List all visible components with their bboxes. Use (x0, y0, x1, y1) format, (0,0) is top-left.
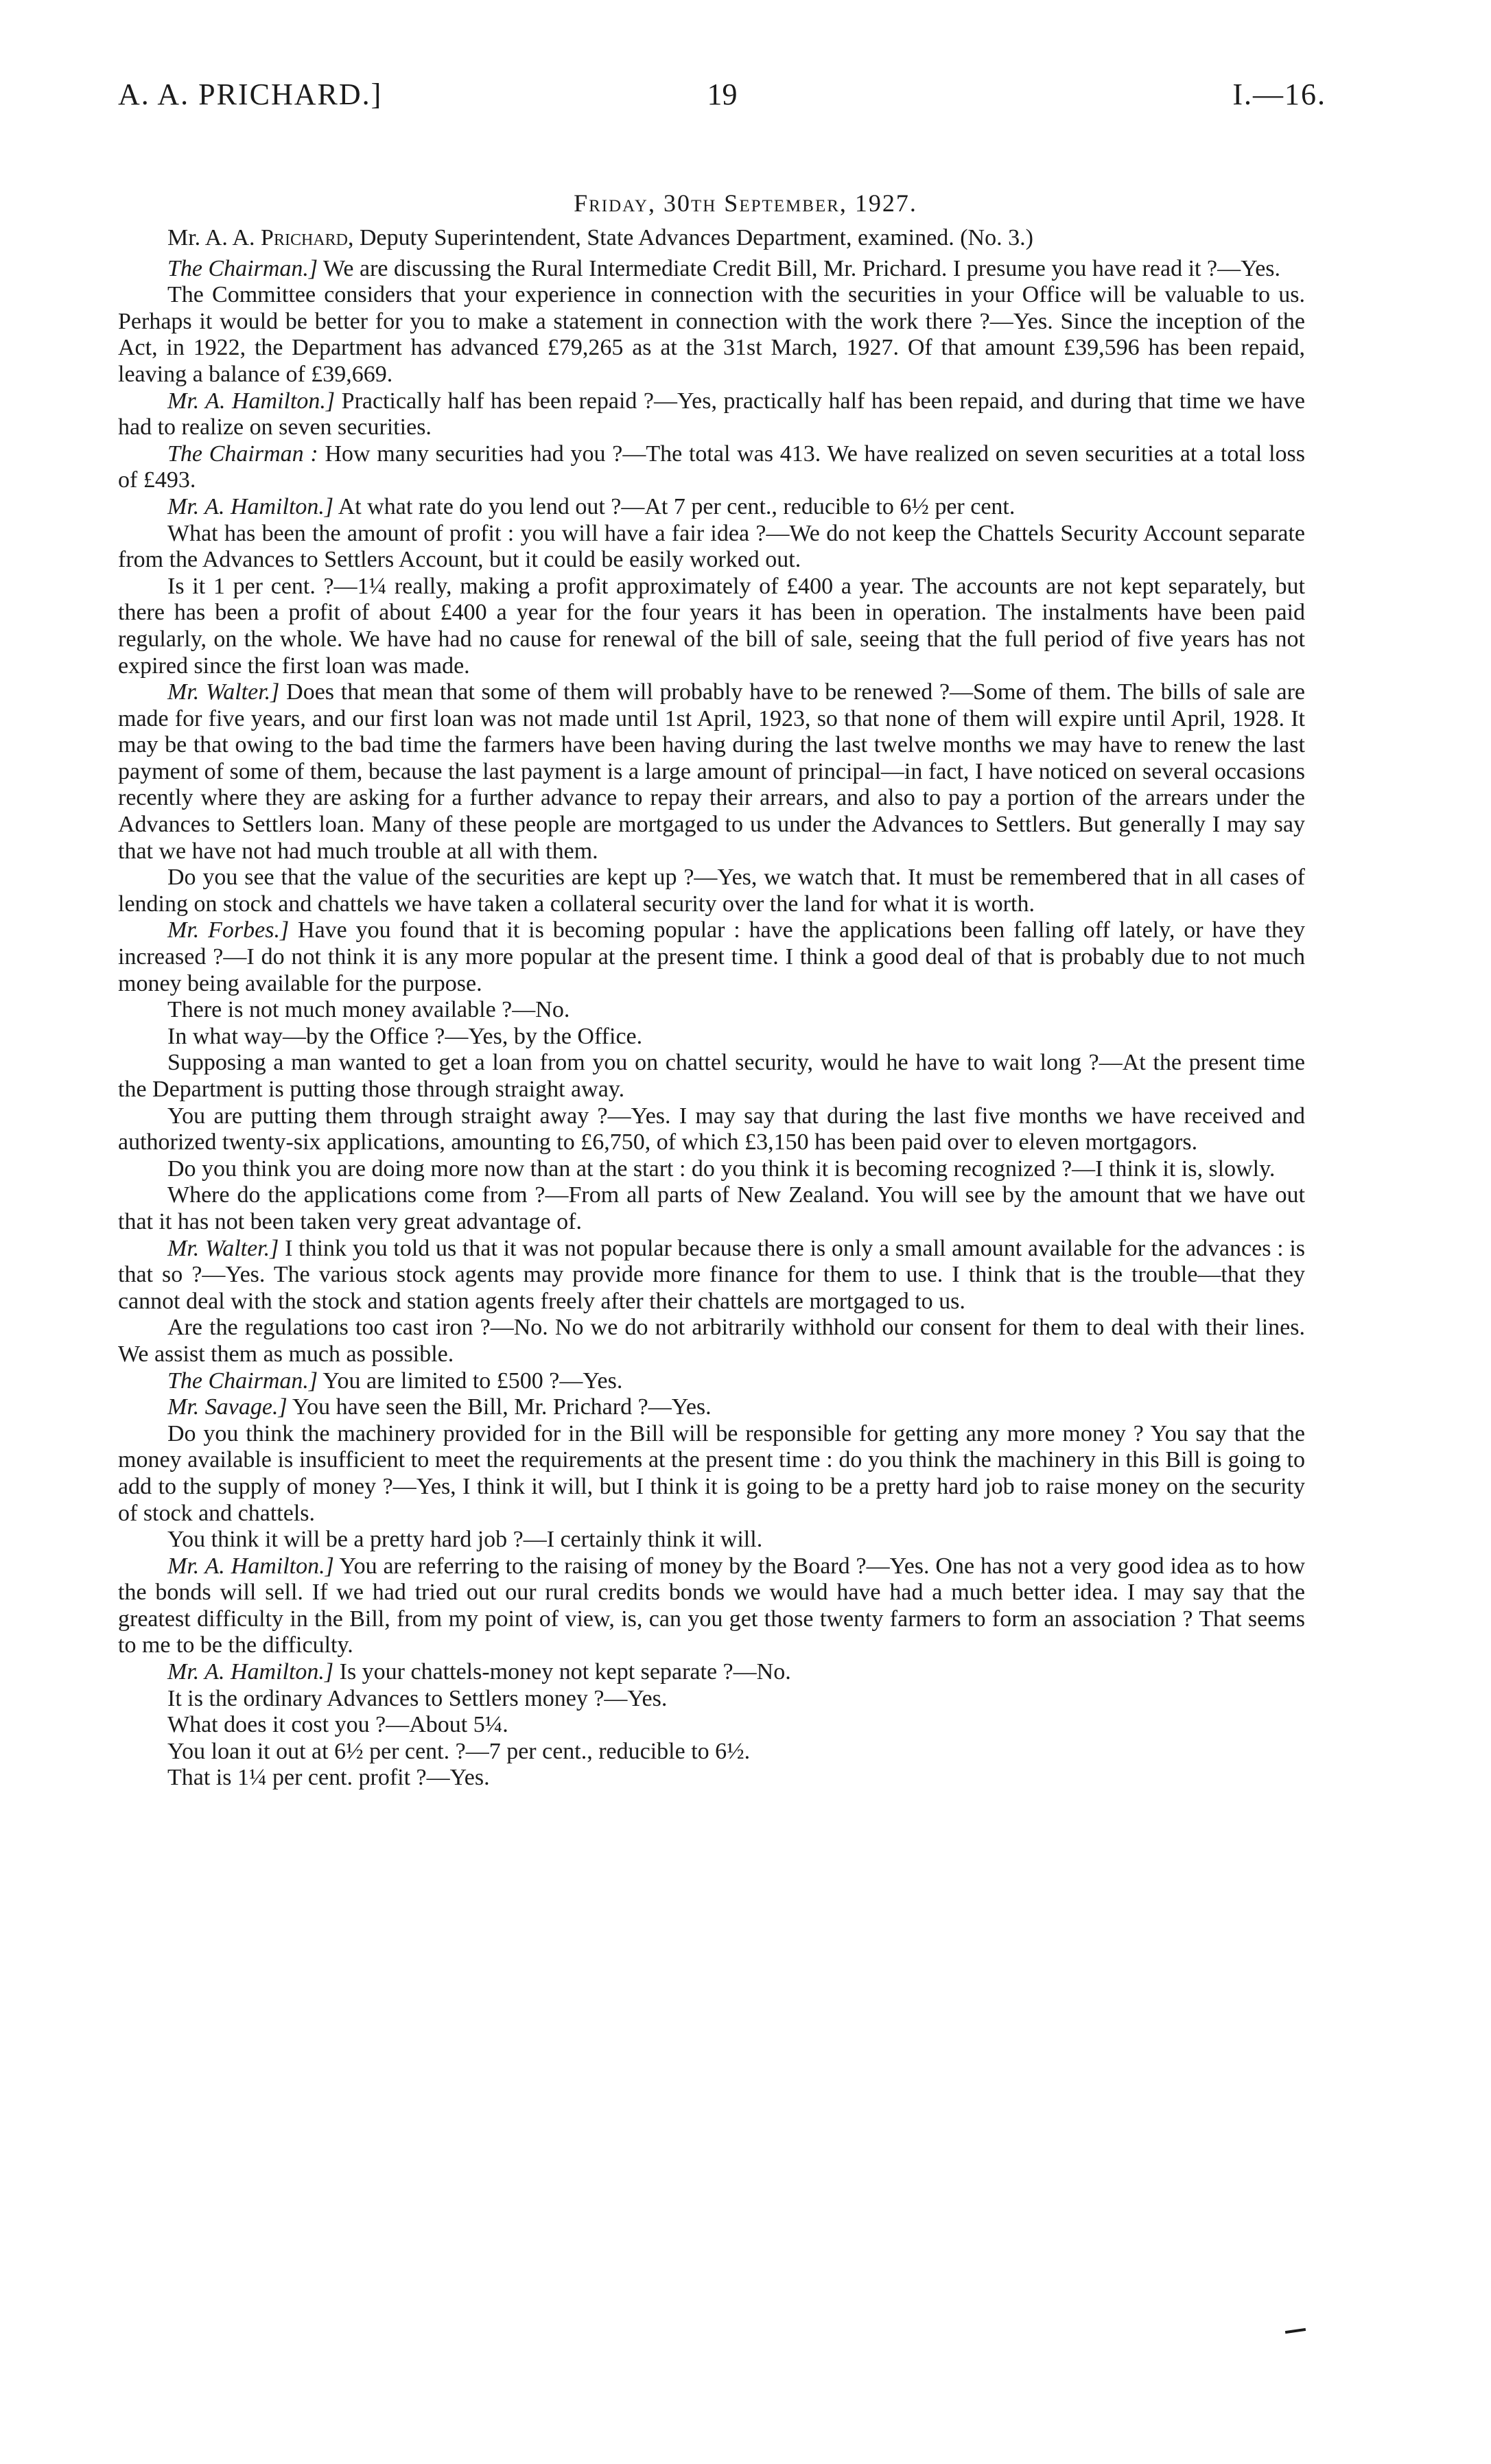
transcript-paragraph (118, 1103, 1305, 1156)
paragraph-text: I think you told us that it was not popular because there is only a small amount available for the advances : is that so ?—Yes. The various stock agents may provide more finance for them to use. I think that is the trouble—that they cannot deal with the stock and station agents freely after their chattels are mortgaged to us. (118, 1235, 1305, 1314)
paragraph-text: The Committee considers that your experience in connection with the securities in your Office will be valuable to us. Perhaps it would be better for you to make a statement in connection with the work there ?—Yes. Since the inception of the Act, in 1922, the Department has advanced £79,265 as at the 31st March, 1927. Of that amount £39,596 has been repaid, leaving a balance of £39,669. (118, 282, 1305, 387)
transcript-paragraph (118, 1712, 1305, 1739)
transcript-paragraph (118, 1182, 1305, 1235)
transcript-paragraph (118, 388, 1305, 441)
paragraph-text: It is the ordinary Advances to Settlers money ?—Yes. (167, 1685, 668, 1711)
paragraph-text: You are limited to £500 ?—Yes. (318, 1368, 623, 1394)
speaker-label: The Chairman.] (167, 255, 318, 281)
transcript-paragraph (118, 1236, 1305, 1315)
witness-description: , Deputy Superintendent, State Advances Department, examined. (No. 3.) (347, 225, 1033, 250)
transcript-paragraph (118, 1024, 1305, 1051)
paragraph-text: Do you think you are doing more now than at the start : do you think it is becoming recognized ?—I think it is, slowly. (167, 1155, 1276, 1182)
paragraph-text: Where do the applications come from ?—From all parts of New Zealand. You will see by the amount that we have out that it has not been taken very great advantage of. (118, 1182, 1305, 1234)
transcript-paragraph (118, 1394, 1305, 1421)
witness-prefix: Mr. A. A. (167, 225, 261, 250)
speaker-label: The Chairman : (167, 441, 318, 467)
speaker-label: Mr. A. Hamilton.] (167, 493, 334, 519)
speaker-label: Mr. A. Hamilton.] (167, 388, 336, 414)
paragraph-text: Are the regulations too cast iron ?—No. No we do not arbitrarily withhold our consent for them to deal with their lines. We assist them as much as possible. (118, 1315, 1305, 1367)
end-mark (1285, 2328, 1306, 2334)
paragraph-text: What has been the amount of profit : you will have a fair idea ?—We do not keep the Chattels Security Account separate from the Advances to Settlers Account, but it could be easily worked out. (118, 520, 1305, 573)
transcript-paragraph (118, 256, 1305, 283)
transcript-paragraph (118, 1686, 1305, 1713)
paragraph-text: What does it cost you ?—About 5¼. (167, 1712, 508, 1738)
transcript-paragraph (118, 282, 1305, 388)
witness-name: Prichard (261, 225, 348, 250)
paragraph-text: You are putting them through straight away ?—Yes. I may say that during the last five months we have received and authorized twenty-six applications, amounting to £6,750, of which £3,150 has been paid over to eleven mortgagors. (118, 1103, 1305, 1155)
paragraph-text: Do you see that the value of the securities are kept up ?—Yes, we watch that. It must be remembered that in all cases of lending on stock and chattels we have taken a collateral security over the land for what it is worth. (118, 865, 1305, 917)
page-number: 19 (707, 78, 738, 111)
paragraph-text: Do you think the machinery provided for in the Bill will be responsible for getting any more money ? You say that the money available is insufficient to meet the requirements at the present time : do you think the machinery in this Bill is going to add to the supply of money ?—Yes, I think it will, but I think it is going to be a pretty hard job to raise money on the security of stock and chattels. (118, 1420, 1305, 1526)
paragraph-text: There is not much money available ?—No. (167, 997, 570, 1023)
transcript-paragraph (118, 521, 1305, 574)
witness-line (118, 225, 1305, 252)
paragraph-text: You are referring to the raising of money by the Board ?—Yes. One has not a very good idea as to how the bonds will sell. If we had tried out our rural credits bonds we would have had a much better idea. I may say that the greatest difficulty in the Bill, from my point of view, is, can you get those twenty farmers to form an association ? That seems to me to be the difficulty. (118, 1553, 1305, 1658)
paragraph-text: How many securities had you ?—The total was 413. We have realized on seven securities at a total loss of £493. (118, 441, 1305, 493)
speaker-label: Mr. Walter.] (167, 1235, 279, 1261)
transcript-paragraph (118, 1527, 1305, 1553)
transcript-paragraph (118, 679, 1305, 865)
transcript-paragraph (118, 1553, 1305, 1659)
transcript-paragraph (118, 574, 1305, 679)
transcript-paragraph (118, 1739, 1305, 1765)
paragraph-text: Have you found that it is becoming popular : have the applications been falling off lately, or have they increased ?—I do not think it is any more popular at the present time. I think a good deal of that is probably due to not much money being available for the purpose. (118, 917, 1305, 996)
transcript-paragraph (118, 1050, 1305, 1103)
transcript-paragraph (118, 494, 1305, 521)
transcript-paragraph (118, 1659, 1305, 1686)
speaker-label: The Chairman.] (167, 1368, 318, 1394)
paragraph-text: Practically half has been repaid ?—Yes, practically half has been repaid, and during that time we have had to realize on seven securities. (118, 388, 1306, 441)
speaker-label: Mr. A. Hamilton.] (167, 1659, 334, 1685)
paragraph-text: You have seen the Bill, Mr. Prichard ?—Yes. (287, 1394, 712, 1420)
transcript-paragraphs (118, 256, 1305, 1792)
transcript-paragraph (118, 1765, 1305, 1792)
session-date: Friday, 30th September, 1927. (574, 189, 917, 217)
speaker-label: Mr. A. Hamilton.] (167, 1553, 334, 1579)
paragraph-text: Is it 1 per cent. ?—1¼ really, making a profit approximately of £400 a year. The accounts are not kept separately, but there has been a profit of about £400 a year for the four years it has been in operation. The instalments have been paid regularly, on the whole. We have had no cause for renewal of the bill of sale, seeing that the full period of five years has not expired since the first loan was made. (118, 573, 1305, 679)
transcript-paragraph (118, 865, 1305, 917)
speaker-label: Mr. Walter.] (167, 679, 280, 705)
paragraph-text: Supposing a man wanted to get a loan from you on chattel security, would he have to wait long ?—At the present time the Department is putting those through straight away. (118, 1050, 1305, 1102)
page-header (118, 77, 1326, 118)
transcript-paragraph (118, 1315, 1305, 1368)
paragraph-text: Is your chattels-money not kept separate ?—No. (333, 1659, 791, 1685)
paragraph-text: That is 1¼ per cent. profit ?—Yes. (167, 1765, 490, 1791)
transcript-paragraph (118, 1421, 1305, 1527)
paragraph-text: In what way—by the Office ?—Yes, by the Office. (167, 1023, 643, 1049)
paragraph-text: You think it will be a pretty hard job ?—I certainly think it will. (167, 1527, 763, 1553)
paragraph-text: Does that mean that some of them will probably have to be renewed ?—Some of them. The bills of sale are made for five years, and our first loan was not made until 1st April, 1923, so that none of them will expire until April, 1928. It may be that owing to the bad time the farmers have been having during the last twelve months we may have to renew the last payment of some of them, because the last payment is a large amount of principal—in fact, I have noticed on several occasions recently where they are asking for a further advance to repay their arrears, and also to pay a portion of the arrears under the Advances to Settlers loan. Many of these people are mortgaged to us under the Advances to Settlers. But generally I may say that we have not had much trouble at all with them. (118, 679, 1305, 864)
transcript-paragraph (118, 997, 1305, 1024)
transcript-paragraph (118, 1368, 1305, 1395)
paragraph-text: You loan it out at 6½ per cent. ?—7 per cent., reducible to 6½. (167, 1738, 751, 1764)
transcript-paragraph (118, 917, 1305, 997)
paragraph-text: We are discussing the Rural Intermediate Credit Bill, Mr. Prichard. I presume you have read it ?—Yes. (318, 255, 1281, 281)
transcript-body (118, 225, 1305, 1792)
header-witness-name: A. A. PRICHARD.] (118, 78, 383, 111)
speaker-label: Mr. Savage.] (167, 1394, 287, 1420)
document-reference: I.—16. (1232, 78, 1326, 111)
speaker-label: Mr. Forbes.] (167, 917, 290, 943)
transcript-paragraph (118, 441, 1305, 494)
transcript-paragraph (118, 1156, 1305, 1183)
paragraph-text: At what rate do you lend out ?—At 7 per cent., reducible to 6½ per cent. (333, 493, 1015, 519)
